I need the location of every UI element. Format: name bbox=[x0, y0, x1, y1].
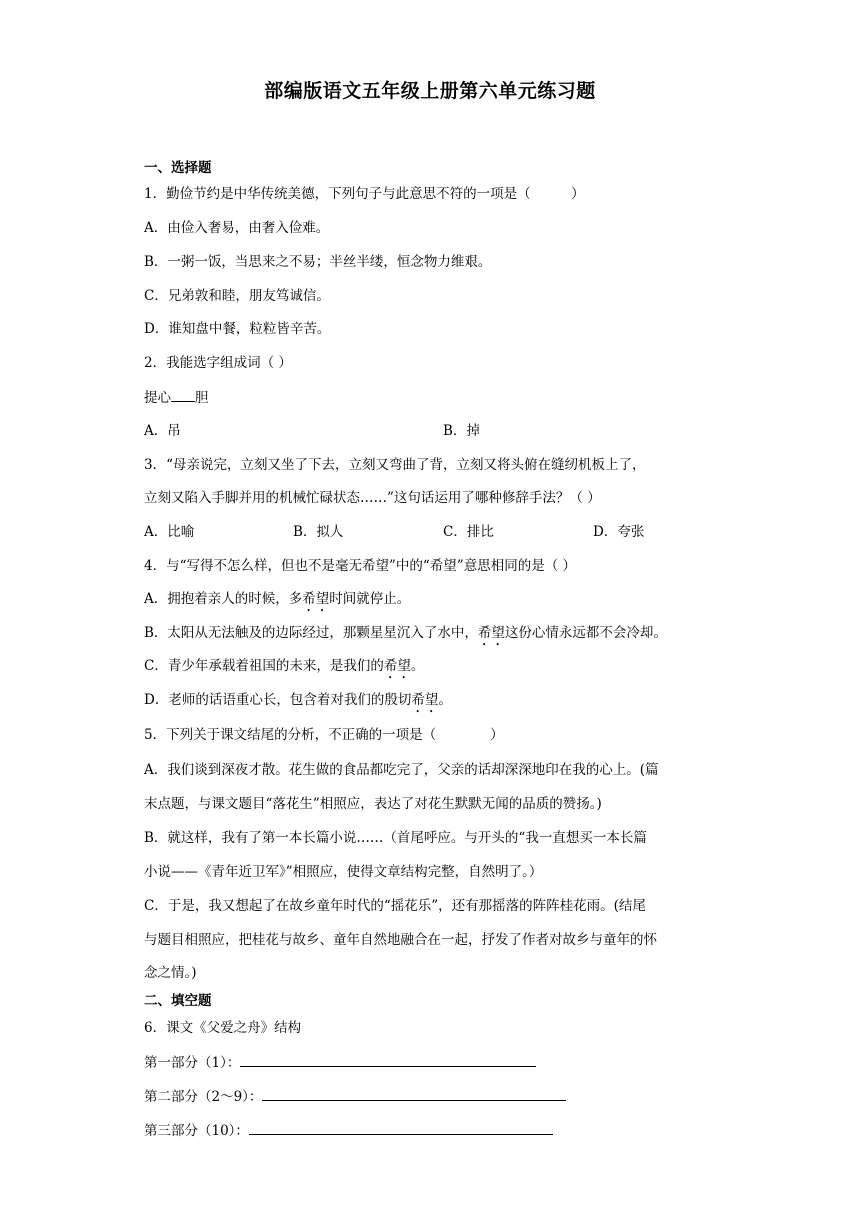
option-c-text-before: C．青少年承载着祖国的未来，是我们的 bbox=[144, 658, 384, 674]
question-3-option-c: C．排比 bbox=[443, 524, 494, 540]
question-5-line: 念之情。) bbox=[144, 965, 197, 981]
question-2-blank[interactable] bbox=[171, 387, 195, 402]
part-1-answer-blank[interactable] bbox=[240, 1052, 536, 1067]
question-6-stem: 6．课文《父爱之舟》结构 bbox=[144, 1020, 302, 1036]
page-title: 部编版语文五年级上册第六单元练习题 bbox=[264, 80, 596, 102]
question-4-option-b bbox=[144, 623, 667, 649]
part-2-label: 第二部分（2～9）： bbox=[144, 1089, 263, 1105]
question-2-stem: 2．我能选字组成词（ ） bbox=[144, 355, 292, 371]
option-c-emphasis: 希望 bbox=[383, 658, 411, 674]
part-3-label: 第三部分（10）： bbox=[144, 1123, 249, 1139]
question-3-stem-line2: 立刻又陷入手脚并用的机械忙碌状态……”这句话运用了哪种修辞手法？（ ） bbox=[144, 490, 601, 506]
option-a-emphasis: 希望 bbox=[302, 591, 330, 607]
option-b-text-before: B．太阳从无法触及的边际经过，那颗星星沉入了水中， bbox=[144, 625, 478, 641]
question-6-part-2 bbox=[144, 1086, 566, 1107]
question-3-option-a: A．比喻 bbox=[144, 524, 195, 540]
question-5-line: 与题目相照应，把桂花与故乡、童年自然地融合在一起，抒发了作者对故乡与童年的怀 bbox=[144, 932, 657, 948]
question-5-stem: 5．下列关于课文结尾的分析，不正确的一项是（ ） bbox=[144, 727, 504, 743]
option-c-text-after: 。 bbox=[410, 658, 425, 674]
question-6-part-1 bbox=[144, 1052, 536, 1073]
option-d-text-before: D．老师的话语重心长，包含着对我们的殷切 bbox=[144, 692, 412, 708]
question-2-option-a: A．吊 bbox=[144, 423, 181, 439]
question-3-option-d: D．夸张 bbox=[593, 524, 645, 540]
question-5-line: A．我们谈到深夜才散。花生做的食品都吃完了，父亲的话却深深地印在我的心上。(篇 bbox=[144, 762, 659, 778]
question-2-option-b: B．掉 bbox=[443, 423, 480, 439]
question-1-option-a: A．由俭入奢易，由奢入俭难。 bbox=[144, 220, 330, 236]
part-2-answer-blank[interactable] bbox=[262, 1086, 566, 1101]
question-4-option-d bbox=[144, 690, 452, 716]
question-4-option-c bbox=[144, 656, 424, 682]
question-2-prefix: 提心 bbox=[144, 390, 171, 406]
question-6-part-3 bbox=[144, 1120, 553, 1141]
question-4-stem: 4．与“写得不怎么样，但也不是毫无希望”中的“希望”意思相同的是（ ） bbox=[144, 558, 576, 574]
question-1-option-c: C．兄弟敦和睦，朋友笃诚信。 bbox=[144, 288, 330, 304]
question-3-stem-line1: 3．“母亲说完，立刻又坐了下去，立刻又弯曲了背，立刻又将头俯在缝纫机板上了， bbox=[144, 457, 646, 473]
section-heading-fill: 二、填空题 bbox=[144, 993, 212, 1009]
section-heading-choice: 一、选择题 bbox=[144, 160, 212, 176]
option-b-text-after: 这份心情永远都不会冷却。 bbox=[504, 625, 667, 641]
question-1-option-b: B．一粥一饭，当思来之不易；半丝半缕，恒念物力维艰。 bbox=[144, 254, 492, 270]
question-5-line: 末点题，与课文题目“落花生”相照应，表达了对花生默默无闻的品质的赞扬。) bbox=[144, 796, 602, 812]
option-a-text-after: 时间就停止。 bbox=[329, 591, 411, 607]
question-2-suffix: 胆 bbox=[195, 390, 209, 406]
question-3-option-b: B．拟人 bbox=[293, 524, 344, 540]
question-4-option-a bbox=[144, 589, 410, 615]
option-d-text-after: 。 bbox=[438, 692, 452, 708]
option-d-emphasis: 希望 bbox=[411, 692, 439, 708]
question-2-fill bbox=[144, 387, 209, 408]
question-5-line: 小说——《青年近卫军》”相照应，使得文章结构完整，自然明了。） bbox=[144, 864, 543, 880]
part-1-label: 第一部分（1）： bbox=[144, 1055, 241, 1071]
option-a-text-before: A．拥抱着亲人的时候，多 bbox=[144, 591, 303, 607]
part-3-answer-blank[interactable] bbox=[249, 1120, 553, 1135]
option-b-emphasis: 希望 bbox=[477, 625, 505, 641]
question-5-line: C．于是，我又想起了在故乡童年时代的“摇花乐”，还有那摇落的阵阵桂花雨。(结尾 bbox=[144, 898, 646, 914]
question-5-line: B．就这样，我有了第一本长篇小说……（首尾呼应。与开头的“我一直想买一本长篇 bbox=[144, 830, 647, 846]
question-1-option-d: D．谁知盘中餐，粒粒皆辛苦。 bbox=[144, 321, 331, 337]
question-1-stem: 1．勤俭节约是中华传统美德，下列句子与此意思不符的一项是（ ） bbox=[144, 186, 585, 202]
